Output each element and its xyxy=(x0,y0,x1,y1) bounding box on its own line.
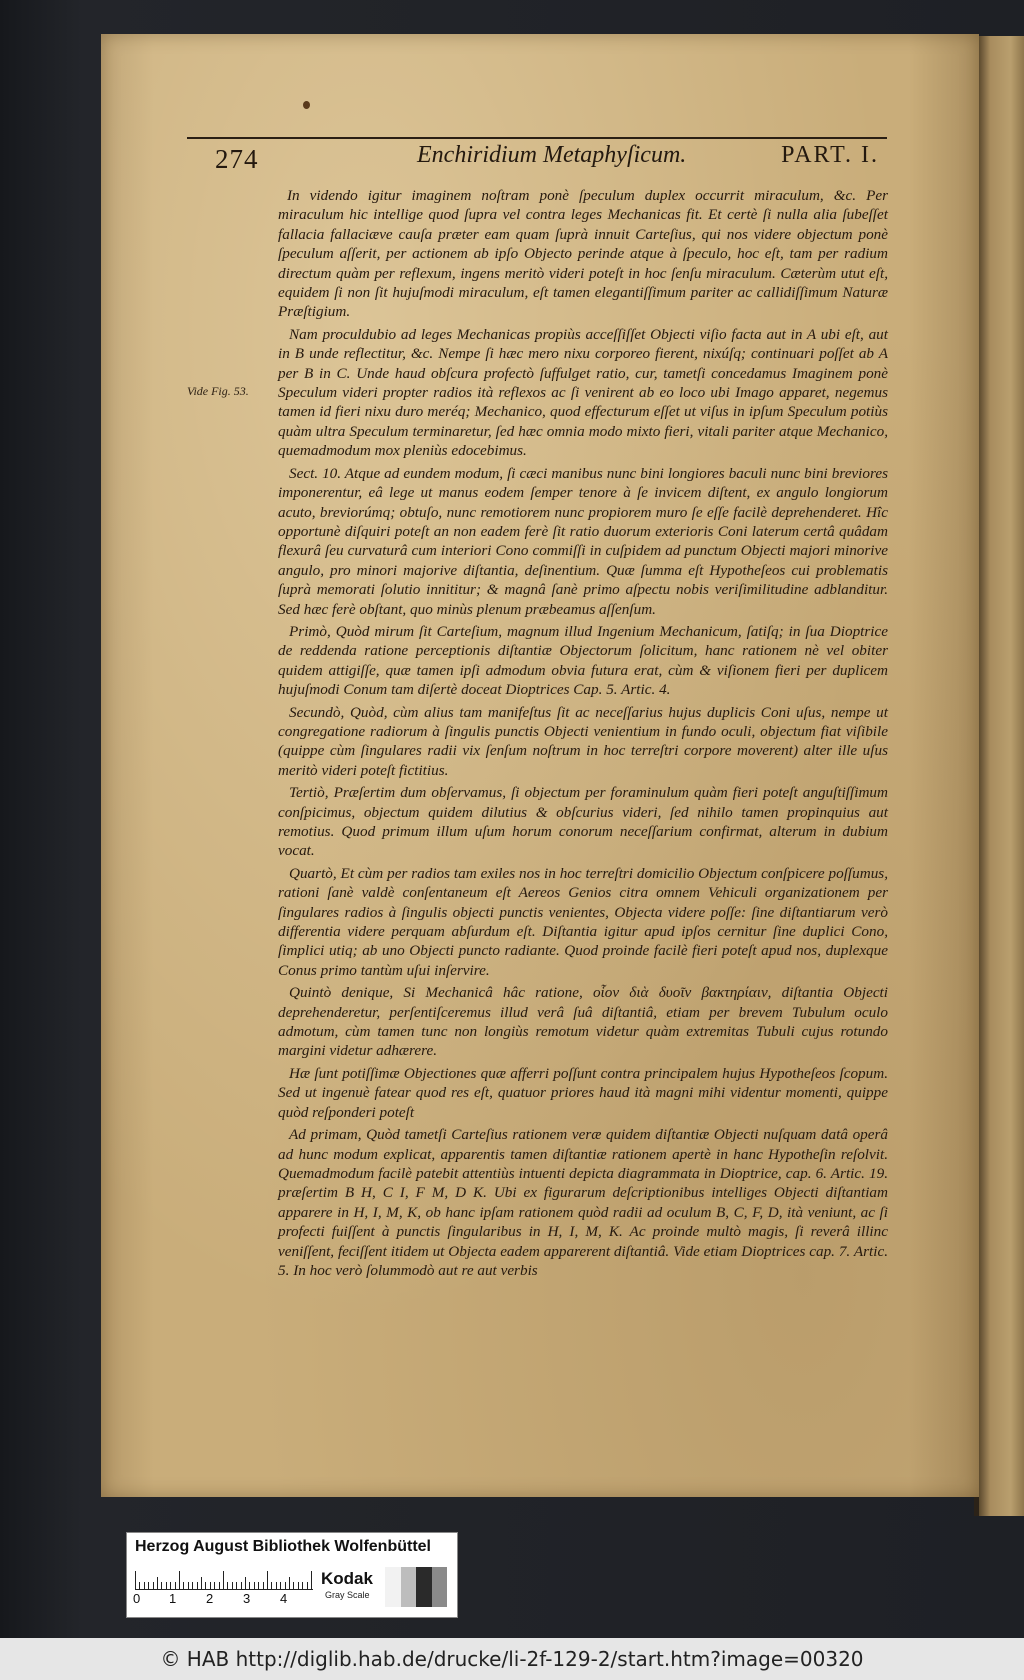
ruler-tick xyxy=(179,1571,180,1589)
ruler-tick xyxy=(144,1582,145,1589)
ruler-numbers xyxy=(133,1591,313,1609)
ruler-tick xyxy=(232,1582,233,1589)
scale-ruler xyxy=(135,1567,313,1590)
ruler-tick xyxy=(183,1582,184,1589)
ruler-tick xyxy=(280,1582,281,1589)
ruler-tick xyxy=(285,1582,286,1589)
ruler-number: 4 xyxy=(280,1591,288,1606)
paragraph: Ad primam, Quòd tametſi Carteſius rationem veræ quidem diſtantiæ Objecti nuſquam datâ operâ ad hunc modum explicat, apparentis tamen diſtantiæ rationem apertè in hanc Hypotheſin reſolvit. Quemadmodum facilè patebit attentiùs intuenti depicta diagrammata in Dioptrice, cap. 6. Artic. 19. præſertim B H, C I, F M, D K. Ubi ex figurarum deſcriptionibus intelliges Objecti diſtantiam apparere in H, I, M, K, ob hanc ipſam rationem quòd radii ad oculum B, C, F, D, ità veniunt, ac ſi profecti fuiſſent à punctis ſingularibus in H, I, M, K. Ac proinde multò magis, ſi reverâ illinc veniſſent, feciſſent itidem ut Objecta eadem apparerent diſtantiâ. Vide etiam Dioptrices cap. 7. Artic. 5. In hoc verò ſolummodò aut re aut verbis xyxy=(278,1126,888,1279)
gray-patch xyxy=(385,1567,401,1607)
paragraph: Quartò, Et cùm per radios tam exiles nos in hoc terreſtri domicilio Objectum conſpicere poſſumus, rationi ſanè valdè conſentaneum eſt Aereos Genios citra omnem Vehiculi organizationem per ſingulares radios à ſingulis objecti punctis venientes, Objecta videre poſſe: ſine diſtantiarum verò differentia videre perquam abſurdum eſt. Diſtantia igitur apud ipſos cernitur ſine duplici Cono, ſimplici utiq; ab uno Objecti puncto radiante. Quod proinde facilè fieri poteſt apud nos, duplexque Conus primo tantùm uſui inſervire. xyxy=(278,864,888,979)
ruler-tick xyxy=(307,1582,308,1589)
ruler-tick xyxy=(157,1577,158,1589)
paragraph: Sect. 10. Atque ad eundem modum, ſi cæci manibus nunc bini longiores baculi nunc bini breviores imponerentur, eâ lege ut manus eodem ſemper tenore à ſe invicem diſtent, ex angulo longiorum acuto, breviorúmq; obtuſo, nunc remotiorem nunc propiorem muro ſe eſſe facilè deprehenderet. Hîc opportunè diſquiri poteſt an non eadem ferè ſit ratio duorum exterioris Coni laterum certâ quâdam flexurâ ſeu curvaturâ cum interiori Cono commiſſi in cuſpidem ad punctum Objecti majori minorive angulo, pro minori majorive diſtantia, deſinentium. Quæ ſumma eſt Hypotheſeos cui problematis ſuprà memorati ſolutio innititur; & magnâ ſanè primo aſpectu nobis veriſimilitudine adblanditur. Sed hæc ferè obſtant, quo minùs plenum præbeamus aſſenſum. xyxy=(278,464,888,618)
paragraph: Hæ ſunt potiſſimæ Objectiones quæ afferri poſſunt contra principalem hujus Hypotheſeos ſcopum. Sed ut ingenuè fatear quod res eſt, quatuor priores haud ità magni mihi videntur momenti, quippe quòd reſponderi poteſt xyxy=(278,1064,888,1121)
paragraph: Primò, Quòd mirum ſit Carteſium, magnum illud Ingenium Mechanicum, ſatiſq; in ſua Dioptrice de reddenda ratione perceptionis diſtantiæ Objectorum ſolicitum, hanc rationem nè vel obiter quidem attigiſſe, quæ tamen ipſi admodum obvia futura erat, cùm & viſionem fieri per duplicem hujuſmodi Conum tam diſertè doceat Dioptrices Cap. 5. Artic. 4. xyxy=(278,622,888,699)
kodak-logo: Kodak xyxy=(321,1569,373,1588)
paragraph: Tertiò, Præſertim dum obſervamus, ſi objectum per foraminulum quàm fieri poteſt anguſtiſſimum conſpicimus, objectum quidem dilutius & obſcurius videri, ſed nihilo tamen propinquius aut remotius. Quod primum illum uſum horum conorum neceſſarium confirmat, alterum in dubium vocat. xyxy=(278,784,888,860)
ruler-tick xyxy=(302,1582,303,1589)
ruler-tick xyxy=(135,1571,136,1589)
ruler-tick xyxy=(311,1571,312,1589)
ruler-tick xyxy=(298,1582,299,1589)
ruler-tick xyxy=(254,1582,255,1589)
ruler-tick xyxy=(245,1577,246,1589)
ruler-tick xyxy=(236,1582,237,1589)
gray-patch xyxy=(432,1567,448,1607)
ruler-tick xyxy=(214,1582,215,1589)
paragraph: Nam proculdubio ad leges Mechanicas propiùs acceſſiſſet Objecti viſio facta aut in A ubi eſt, aut in B unde reflectitur, &c. Nempe ſi hæc mero nixu corporeo fierent, nixúſq; continuari poſſet ab A per B in C. Unde haud obſcura profectò ſuffulget ratio, cur, tametſi concedamus Imaginem ponè Speculum videri propter radios ità reflexos ac ſi venirent ab eo loco ubi Imago apparet, negemus tamen id fieri nixu duro meréq; Mechanico, quod effecturum eſſet ut viſus in ipſum Speculum potiùs quàm ultra Speculum terminaretur, ſed hæc omnia modo mixto fieri, vitali pariter atque Mechanico, quemadmodum mox pleniùs edocebimus. xyxy=(278,325,888,460)
ruler-tick xyxy=(170,1582,171,1589)
running-title: Enchiridium Metaphyſicum. xyxy=(417,142,687,168)
ruler-tick xyxy=(148,1582,149,1589)
ruler-number: 3 xyxy=(243,1591,251,1606)
gray-scale-patches xyxy=(385,1567,447,1607)
paragraph: In videndo igitur imaginem noſtram ponè ſpeculum duplex occurrit miraculum, &c. Per miraculum hic intellige quod ſupra vel contra leges Mechanicas fit. Et certè ſi nulla alia ſubeſſet fallacia fallaciæve cauſa præter eam quam ſuprà innuit Carteſius, qui nos videre objectum ponè ſpeculum aſſerit, per actionem ab ipſo Objecto perinde atque à ſpeculo, hoc eſt, tam per radium directum quàm per reflexum, ingens meritò videri poteſt in hoc ſenſu miraculum. Cæterùm utut eſt, equidem ſi non ſit hujuſmodi miraculum, eſt tamen elegantiſſimum pariter ac callidiſſimum Naturæ Præſtigium. xyxy=(278,187,888,321)
part-label: PART. I. xyxy=(781,142,879,168)
margin-note: Vide Fig. 53. xyxy=(187,384,249,398)
ruler-tick xyxy=(267,1571,268,1589)
gray-patch xyxy=(401,1567,417,1607)
page-header xyxy=(187,138,887,178)
paragraph: Secundò, Quòd, cùm alius tam manifeſtus ſit ac neceſſarius hujus duplicis Coni uſus, nempe ut congregatione radiorum à ſingulis punctis Objecti venientium in fundo oculi, objectum fiat viſibile (quippe cùm ſingulares radii vix ſenſum noſtrum in hoc terreſtri corpore moverent) alter ille uſus meritò videri poteſt fictitius. xyxy=(278,703,888,779)
ruler-number: 0 xyxy=(133,1591,141,1606)
color-target-card xyxy=(126,1532,458,1618)
ruler-tick xyxy=(197,1582,198,1589)
ruler-tick xyxy=(276,1582,277,1589)
footer-bar xyxy=(0,1638,1024,1680)
ruler-tick xyxy=(293,1582,294,1589)
ruler-tick xyxy=(249,1582,250,1589)
gray-patch xyxy=(416,1567,432,1607)
ruler-tick xyxy=(241,1582,242,1589)
ruler-tick xyxy=(139,1582,140,1589)
adjacent-page-edge xyxy=(979,36,1024,1516)
ruler-tick xyxy=(271,1582,272,1589)
ruler-tick xyxy=(258,1582,259,1589)
ruler-tick xyxy=(289,1577,290,1589)
gray-scale-label: Gray Scale xyxy=(325,1590,370,1600)
ruler-tick xyxy=(175,1582,176,1589)
ruler-tick xyxy=(205,1582,206,1589)
library-name: Herzog August Bibliothek Wolfenbüttel xyxy=(135,1538,431,1555)
ruler-tick xyxy=(223,1571,224,1589)
ruler-number: 1 xyxy=(169,1591,177,1606)
header-rule xyxy=(187,137,887,139)
page-number: 274 xyxy=(215,144,259,174)
ruler-number: 2 xyxy=(206,1591,214,1606)
ruler-tick xyxy=(161,1582,162,1589)
ruler-tick xyxy=(192,1582,193,1589)
copyright-url: © HAB http://diglib.hab.de/drucke/li-2f-129-2/start.htm?image=00320 xyxy=(160,1647,864,1671)
ruler-tick xyxy=(263,1582,264,1589)
page-body xyxy=(278,186,888,1283)
ruler-tick xyxy=(219,1582,220,1589)
ruler-tick xyxy=(227,1582,228,1589)
ruler-tick xyxy=(210,1582,211,1589)
ruler-tick xyxy=(201,1577,202,1589)
ruler-tick xyxy=(166,1582,167,1589)
ink-spot xyxy=(303,101,310,109)
paragraph: Quintò denique, Si Mechanicâ hâc ratione, οἷον διὰ δυοῖν βακτηρίαιν, diſtantia Objecti deprehenderetur, perſentiſceremus illud verâ ſuâ diſtantiâ, etiam per brevem Tubulum oculo admotum, cùm tamen tunc non longiùs remotum videtur quàm extremitas Tubuli cujus rotundo margini videtur adhærere. xyxy=(278,984,888,1060)
ruler-tick xyxy=(188,1582,189,1589)
ruler-tick xyxy=(153,1582,154,1589)
